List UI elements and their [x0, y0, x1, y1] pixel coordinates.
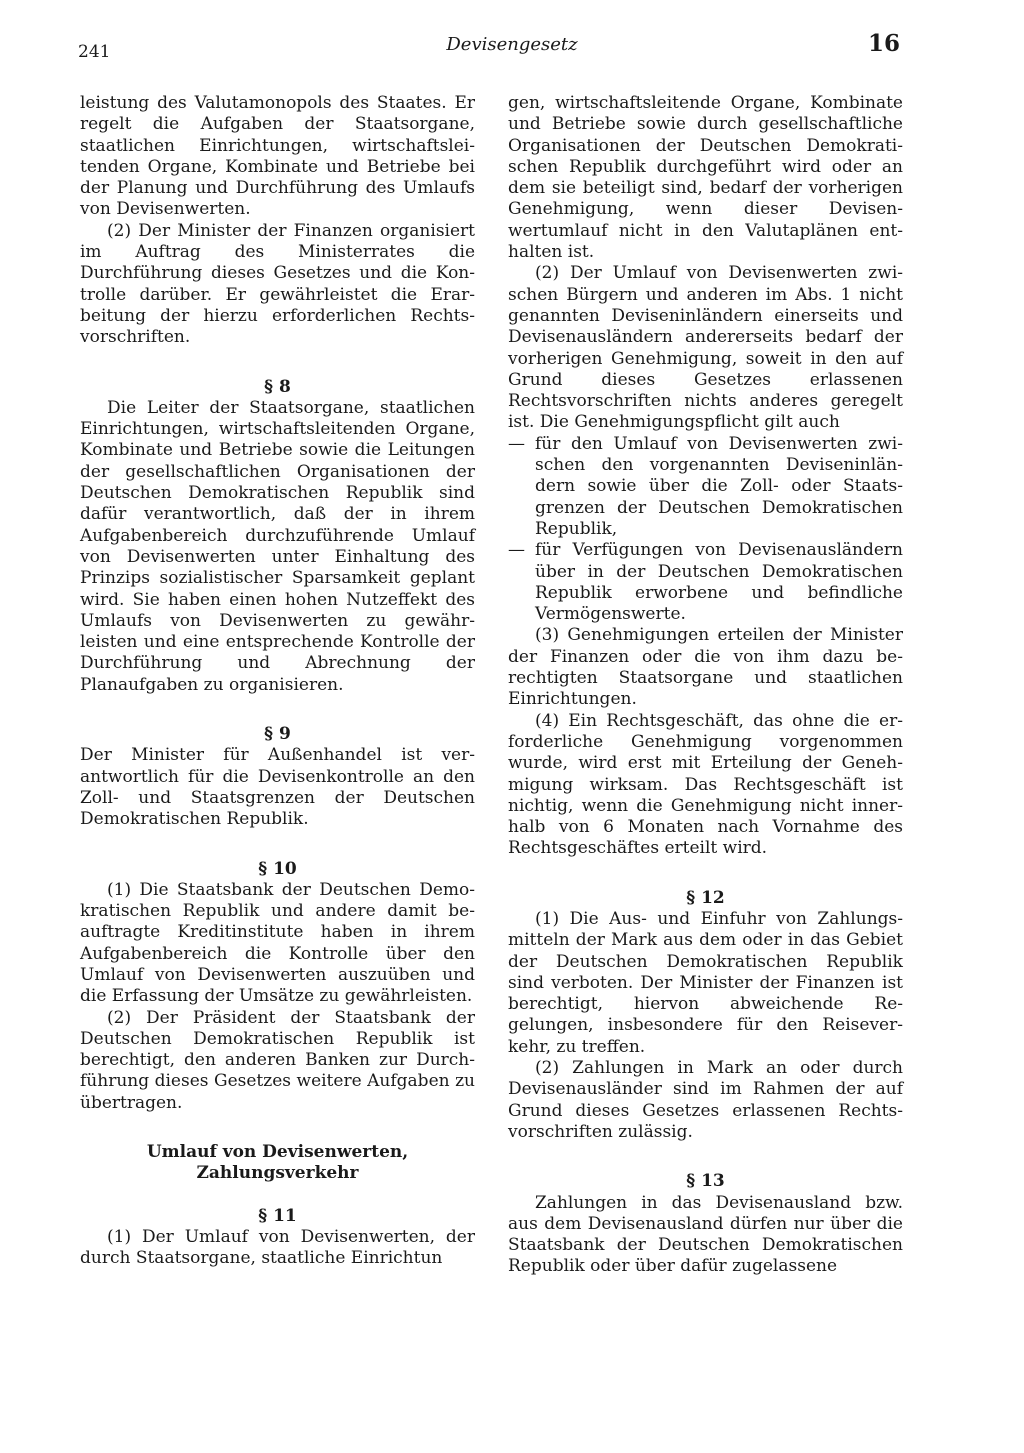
paragraph: gen, wirtschaftsleitende Organe, Kombinate und Betriebe sowie durch gesellschaftliche Organisationen der Deutschen Demokratischen Republik durchgeführt wird oder an dem sie beteiligt sind, bedarf der vorherigen Genehmigung, wenn dieser Devisenwertumlauf nicht in den Valutaplänen enthalten ist.: [508, 93, 903, 263]
paragraph: (1) Die Staatsbank der Deutschen Demokratischen Republik und andere damit beauftragte Kreditinstitute haben in ihrem Aufgabenbereich die Kontrolle über den Umlauf von Devisenwerten auszuüben und die Erfassung der Umsätze zu gewährleisten.: [80, 879, 475, 1007]
left-column: [80, 93, 475, 1270]
paragraph: (1) Die Aus- und Einfuhr von Zahlungsmitteln der Mark aus dem oder in das Gebiet der Deutschen Demokratischen Republik sind verboten. Der Minister der Finanzen ist berechtigt, hiervon abweichende Regelungen, insbesondere für den Reiseverkehr, zu treffen.: [508, 908, 903, 1057]
paragraph: (2) Der Umlauf von Devisenwerten zwischen Bürgern und anderen im Abs. 1 nicht genannten Deviseninländern einerseits und Devisenausländern andererseits bedarf der vorherigen Genehmigung, soweit in den auf Grund dieses Gesetzes erlassenen Rechtsvorschriften nichts anderes geregelt ist. Die Genehmigungspflicht gilt auch: [508, 263, 903, 433]
running-title: Devisengesetz: [446, 34, 578, 55]
paragraph: Die Leiter der Staatsorgane, staatlichen Einrichtungen, wirtschaftsleitenden Organe, Kombinate und Betriebe sowie die Leitungen der gesellschaftlichen Organisationen der Deutschen Demokratischen Republik sind dafür verantwortlich, daß der in ihrem Aufgabenbereich durchzuführende Umlauf von Devisenwerten unter Einhaltung des Prinzips sozialistischer Sparsamkeit geplant wird. Sie haben einen hohen Nutzeffekt des Umlaufs von Devisenwerten zu gewährleisten und eine entsprechende Kontrolle der Durchführung und Abrechnung der Planaufgaben zu organisieren.: [80, 397, 475, 695]
section-heading-8: § 8: [264, 376, 291, 397]
right-column: [508, 93, 903, 1278]
section-heading-10: § 10: [258, 858, 297, 879]
section-heading-12: § 12: [686, 887, 725, 908]
dash-text: für Verfügungen von Devisenausländern über in der Deutschen Demokratischen Republik erworbene und befindliche Vermögenswerte.: [535, 540, 903, 625]
page-number: 241: [78, 42, 111, 62]
dash-text: für den Umlauf von Devisenwerten zwischen den vorgenannten Deviseninländern sowie über die Zoll- oder Staatsgrenzen der Deutschen Demokratischen Republik,: [535, 433, 903, 539]
paragraph: (1) Der Umlauf von Devisenwerten, der durch Staatsorgane, staatliche Einrichtun: [80, 1226, 475, 1269]
paragraph: Zahlungen in das Devisenausland bzw. aus dem Devisenausland dürfen nur über die Staatsbank der Deutschen Demokratischen Republik oder über dafür zugelassene: [508, 1192, 903, 1277]
paragraph: (3) Genehmigungen erteilen der Minister der Finanzen oder die von ihm dazu berechtigten Staatsorgane und staatlichen Einrichtungen.: [508, 625, 903, 710]
paragraph: (2) Zahlungen in Mark an oder durch Devisenausländer sind im Rahmen der auf Grund dieses Gesetzes erlassenen Rechtsvorschriften zulässig.: [508, 1058, 903, 1142]
section-heading-9: § 9: [264, 724, 291, 745]
chapter-heading-line-2: Zahlungsverkehr: [196, 1163, 359, 1184]
section-heading-11: § 11: [258, 1205, 297, 1226]
paragraph: (2) Der Minister der Finanzen organisiert im Auftrag des Ministerrates die Durchführung dieses Gesetzes und die Kontrolle darüber. Er gewährleistet die Erarbeitung der hierzu erforderlichen Rechtsvorschriften.: [80, 220, 475, 348]
paragraph: leistung des Valutamonopols des Staates. Er regelt die Aufgaben der Staatsorgane, staatlichen Einrichtungen, wirtschaftsleitenden Organe, Kombinate und Betriebe bei der Planung und Durchführung des Umlaufs von Devisenwerten.: [80, 93, 475, 220]
paragraph: (4) Ein Rechtsgeschäft, das ohne die erforderliche Genehmigung vorgenommen wurde, wird erst mit Erteilung der Genehmigung wirksam. Das Rechtsgeschäft ist nichtig, wenn die Genehmigung nicht innerhalb von 6 Monaten nach Vornahme des Rechtsgeschäftes erteilt wird.: [508, 710, 903, 859]
dash-list-item: [508, 540, 903, 625]
section-heading-13: § 13: [686, 1171, 725, 1192]
law-number: 16: [868, 30, 901, 57]
paragraph: (2) Der Präsident der Staatsbank der Deutschen Demokratischen Republik ist berechtigt, den anderen Banken zur Durchführung dieses Gesetzes weitere Aufgaben zu übertragen.: [80, 1007, 475, 1113]
dash-list-item: [508, 434, 903, 540]
dash-mark: —: [508, 433, 525, 454]
paragraph: Der Minister für Außenhandel ist verantwortlich für die Devisenkontrolle an den Zoll- und Staatsgrenzen der Deutschen Demokratischen Republik.: [80, 745, 475, 830]
page-header: [0, 30, 1024, 64]
dash-mark: —: [508, 540, 525, 561]
chapter-heading-line-1: Umlauf von Devisenwerten,: [146, 1142, 409, 1163]
